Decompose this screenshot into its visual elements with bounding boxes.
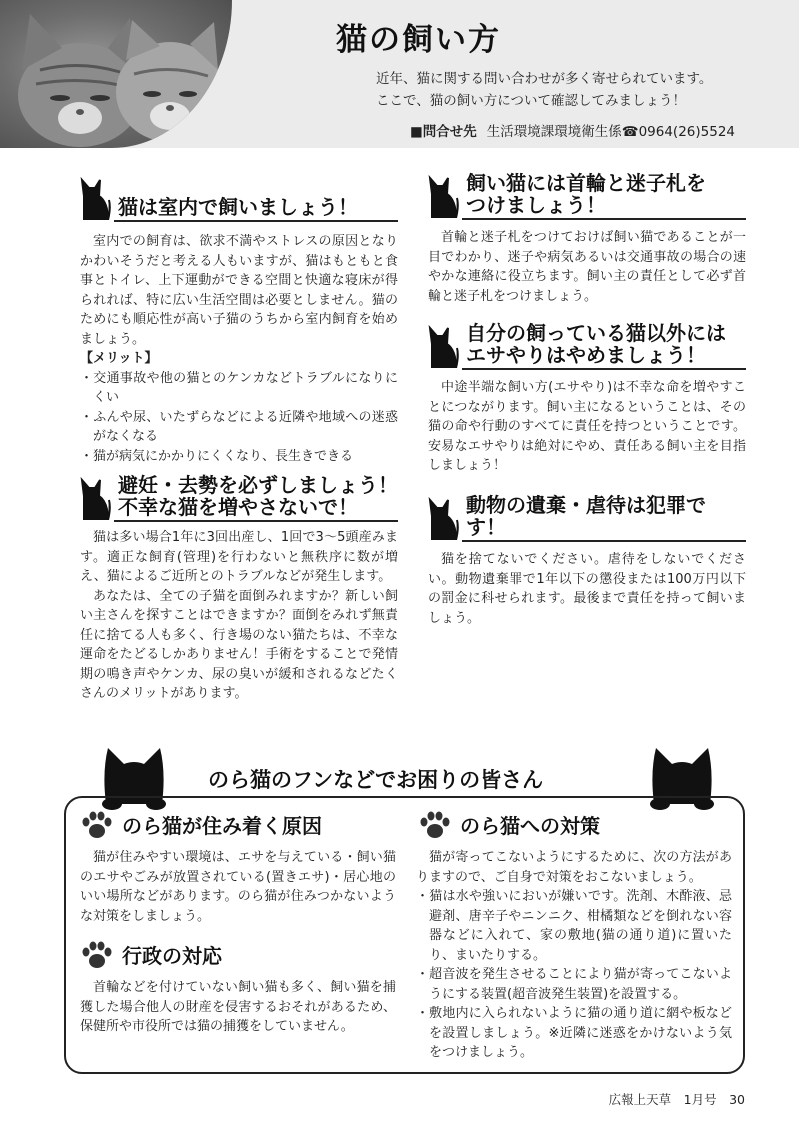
abuse-paragraph: 猫を捨てないでください。虐待をしないでください。動物遺棄罪で1年以下の懲役または100万円以下の罰金に科せられます。最後まで責任を持って飼いましょう。 [428, 552, 746, 626]
heading-underline [114, 520, 398, 522]
measures-paragraph: 猫が寄ってこないようにするために、次の方法がありますので、ご自身で対策をおこないましょう。 [416, 850, 732, 885]
intro-line-1: 近年、猫に関する問い合わせが多く寄せられています。 [376, 71, 713, 87]
spay-paragraph-1: 猫は多い場合1年に3回出産し、1回で3～5頭産みます。適正な飼育(管理)を行わないと無秩序に数が増え、猫によるご近所とのトラブルなどが発生します。 [80, 530, 398, 584]
causes-heading-text: のら猫が住み着く原因 [122, 814, 322, 838]
kittens-illustration [0, 0, 232, 148]
intro-line-2: ここで、猫の飼い方について確認してみましょう！ [376, 93, 686, 109]
abuse-heading [426, 490, 746, 542]
measures-body [416, 848, 732, 1063]
spay-heading [78, 470, 398, 522]
spay-heading-line-1: 避妊・去勢を必ずしましょう！ [118, 473, 398, 497]
abuse-heading-line-1: 動物の遺棄・虐待は犯罪で [466, 493, 706, 517]
heading-underline [462, 368, 746, 370]
spay-heading-text [118, 474, 398, 518]
paw-print-icon [418, 810, 452, 840]
causes-paragraph: 猫が住みやすい環境は、エサを与えている・飼い猫のエサやごみが放置されている(置きエサ)・居心地のいい場所などがあります。のら猫が住みつかないような対策をしましょう。 [80, 850, 396, 924]
indoor-heading [78, 172, 398, 222]
causes-body [80, 848, 396, 926]
collar-heading [426, 168, 746, 220]
collar-paragraph: 首輪と迷子札をつけておけば飼い猫であることが一目でわかり、迷子や病気あるいは交通事故の場合の速やかな連絡に役立ちます。飼い主の責任として必ず首輪と迷子札をつけましょう。 [428, 230, 746, 304]
collar-body [428, 228, 746, 306]
page-footer: 広報上天草 1月号 30 [608, 1092, 745, 1107]
heading-underline [462, 218, 746, 220]
admin-body [80, 978, 396, 1037]
feeding-heading-line-2: エサやりはやめましょう！ [466, 343, 706, 367]
indoor-body [80, 232, 398, 466]
spay-paragraph-2: あなたは、全ての子猫を面倒みれますか？新しい飼い主さんを探すことはできますか？面倒をみれず無責任に捨てる人も多く、行き場のない猫たちは、不幸な運命をたどるしかありません！手術をすることで発情期の鳴き声やケンカ、尿の臭いが緩和されるなどたくさんのメリットがあります。 [80, 588, 398, 701]
stray-cat-title: のら猫のフンなどでお困りの皆さん [208, 768, 544, 792]
kittens-photo [0, 0, 232, 148]
measures-heading [418, 810, 738, 840]
intro-text [376, 68, 776, 112]
abuse-body [428, 550, 746, 628]
contact-text: 生活環境課環境衛生係☎0964(26)5524 [486, 124, 736, 140]
cat-silhouette-icon [426, 494, 460, 540]
measures-heading-text: のら猫への対策 [460, 814, 600, 838]
admin-heading-text: 行政の対応 [122, 944, 222, 968]
causes-heading [80, 810, 400, 840]
feeding-heading [426, 318, 746, 370]
measures-list [416, 887, 732, 1063]
merit-item: ・交通事故や他の猫とのケンカなどトラブルになりにくい [80, 370, 398, 405]
feeding-paragraph: 中途半端な飼い方(エサやり)は不幸な命を増やすことにつながります。飼い主になるということは、その猫の命や行動のすべてに責任を持つということです。安易なエサやりは絶対にやめ、責任ある飼い主を目指しましょう！ [428, 380, 746, 473]
cat-silhouette-icon [78, 474, 112, 520]
merit-list [80, 369, 398, 467]
merit-item: ・猫が病気にかかりにくくなり、長生きできる [80, 448, 354, 464]
merit-title: 【メリット】 [80, 351, 158, 366]
collar-heading-line-1: 飼い猫には首輪と迷子札を [466, 171, 706, 195]
page-header [0, 0, 799, 148]
contact-info [410, 120, 735, 140]
heading-underline [462, 540, 746, 542]
measures-item: ・敷地内に入られないように猫の通り道に網や板などを設置しましょう。※近隣に迷惑をかけないよう気をつけましょう。 [416, 1006, 732, 1060]
cat-silhouette-icon [426, 322, 460, 368]
indoor-paragraph: 室内での飼育は、欲求不満やストレスの原因となりかわいそうだと考える人もいますが、猫はもともと食事とトイレ、上下運動ができる空間と快適な寝床が得られれば、特に広い生活空間は必要としません。猫のためにも順応性が高い子猫のうちから室内飼育を始めましょう。 [80, 234, 398, 347]
measures-item: ・猫は水や強いにおいが嫌いです。洗剤、木酢液、忌避剤、唐辛子やニンニク、柑橘類などを倒れない容器などに入れて、家の敷地(猫の通り道)に置いたり、まいたりする。 [416, 889, 732, 963]
measures-item: ・超音波を発生させることにより猫が寄ってこないようにする装置(超音波発生装置)を設置する。 [416, 967, 732, 1002]
abuse-heading-line-2: す！ [466, 515, 506, 539]
paw-print-icon [80, 940, 114, 970]
contact-tag: ■問合せ先 [410, 124, 477, 140]
spay-heading-line-2: 不幸な猫を増やさないで！ [118, 495, 358, 519]
collar-heading-line-2: つけましょう！ [466, 193, 606, 217]
cat-silhouette-icon [78, 174, 112, 220]
paw-print-icon [80, 810, 114, 840]
indoor-heading-text: 猫は室内で飼いましょう！ [118, 195, 358, 219]
heading-underline [114, 220, 398, 222]
abuse-heading-text [466, 494, 706, 538]
feeding-heading-text [466, 322, 726, 366]
cat-silhouette-icon [426, 172, 460, 218]
admin-paragraph: 首輪などを付けていない飼い猫も多く、飼い猫を捕獲した場合他人の財産を侵害するおそれがあるため、保健所や市役所では猫の捕獲をしていません。 [80, 980, 396, 1034]
page-title: 猫の飼い方 [336, 22, 501, 58]
spay-body [80, 528, 398, 704]
merit-item: ・ふんや尿、いたずらなどによる近隣や地域への迷惑がなくなる [80, 409, 398, 444]
collar-heading-text [466, 172, 706, 216]
admin-heading [80, 940, 400, 970]
feeding-body [428, 378, 746, 476]
feeding-heading-line-1: 自分の飼っている猫以外には [466, 321, 726, 345]
